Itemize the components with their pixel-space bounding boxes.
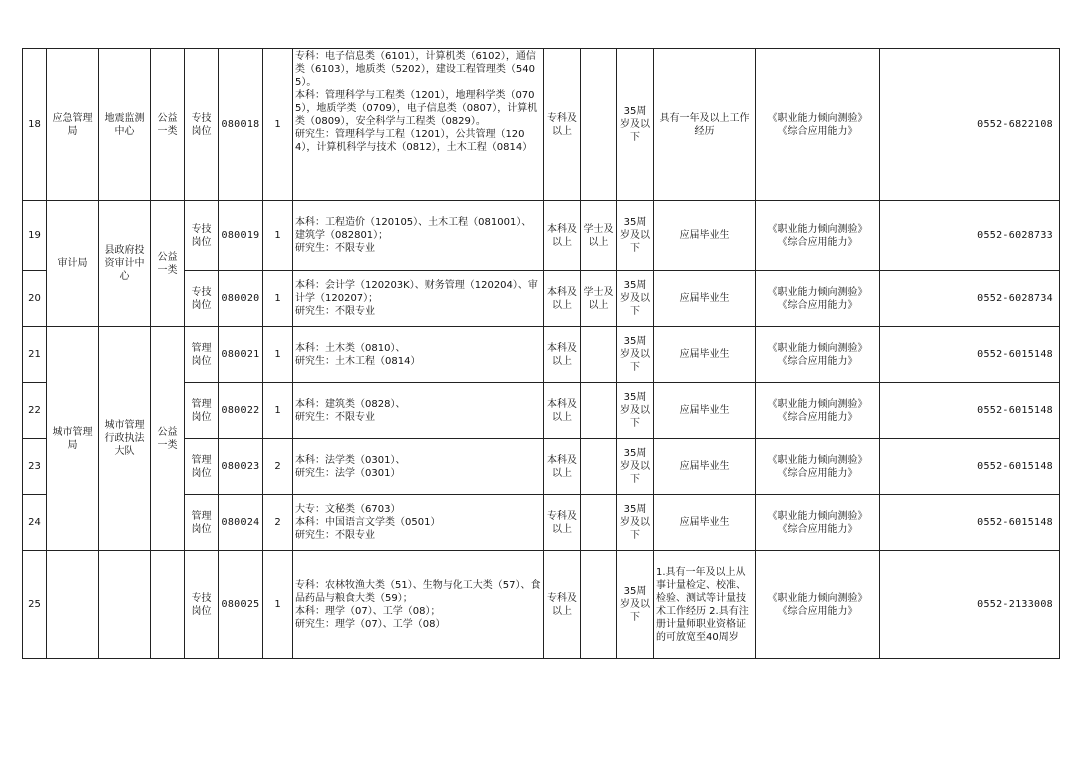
department-cell: 应急管理局 xyxy=(47,49,99,201)
headcount-cell: 1 xyxy=(263,327,293,383)
row-number: 23 xyxy=(23,439,47,495)
headcount-cell: 1 xyxy=(263,271,293,327)
exam-subject: 《综合应用能力》 xyxy=(777,125,858,137)
post-type-cell: 专技岗位 xyxy=(185,271,219,327)
education-cell: 专科及以上 xyxy=(544,495,581,551)
major-cell xyxy=(293,439,544,495)
major-line: 专科：电子信息类（6101），计算机类（6102），通信类（6103），地质类（5202），建设工程管理类（5405）。 xyxy=(295,51,536,88)
age-cell: 35周岁及以下 xyxy=(617,49,654,201)
unit-cell: 城市管理行政执法大队 xyxy=(99,327,151,551)
headcount-cell: 1 xyxy=(263,201,293,271)
age-cell: 35周岁及以下 xyxy=(617,439,654,495)
post-code-cell: 080022 xyxy=(219,383,263,439)
post-code-cell: 080023 xyxy=(219,439,263,495)
job-table xyxy=(22,48,1060,659)
post-code-cell: 080025 xyxy=(219,551,263,659)
department-cell: 审计局 xyxy=(47,201,99,327)
phone-cell: 0552-6028733 xyxy=(880,201,1060,271)
row-number: 18 xyxy=(23,49,47,201)
post-type-cell: 管理岗位 xyxy=(185,327,219,383)
exam-subject: 《综合应用能力》 xyxy=(777,605,858,617)
unit-type-cell xyxy=(151,551,185,659)
degree-cell xyxy=(581,551,617,659)
major-line: 研究生：不限专业 xyxy=(295,306,375,317)
unit-type-cell: 公益一类 xyxy=(151,327,185,551)
row-number: 22 xyxy=(23,383,47,439)
phone-cell: 0552-6015148 xyxy=(880,495,1060,551)
degree-cell: 学士及以上 xyxy=(581,201,617,271)
post-code-cell: 080021 xyxy=(219,327,263,383)
education-cell: 本科及以上 xyxy=(544,271,581,327)
major-line: 本科：理学（07）、工学（08）； xyxy=(295,605,441,617)
exam-subject: 《职业能力倾向测验》 xyxy=(767,112,868,124)
unit-type-cell: 公益一类 xyxy=(151,201,185,327)
exam-cell xyxy=(756,439,880,495)
other-conditions-cell: 应届毕业生 xyxy=(654,383,756,439)
exam-cell xyxy=(756,327,880,383)
age-cell: 35周岁及以下 xyxy=(617,201,654,271)
age-cell: 35周岁及以下 xyxy=(617,383,654,439)
phone-cell: 0552-6015148 xyxy=(880,383,1060,439)
major-line: 研究生：理学（07）、工学（08） xyxy=(295,618,446,630)
major-line: 本科：管理科学与工程类（1201），地理科学类（0705），地质学类（0709），电子信息类（0807），计算机类（0809），安全科学与工程类（0829）。 xyxy=(295,90,538,127)
table-row xyxy=(23,201,1060,271)
department-cell: 城市管理局 xyxy=(47,327,99,551)
exam-subject: 《职业能力倾向测验》 xyxy=(767,223,868,235)
exam-subject: 《综合应用能力》 xyxy=(777,355,858,367)
major-line: 研究生：不限专业 xyxy=(295,411,375,423)
row-number: 21 xyxy=(23,327,47,383)
other-conditions-cell: 应届毕业生 xyxy=(654,271,756,327)
age-cell: 35周岁及以下 xyxy=(617,495,654,551)
age-cell: 35周岁及以下 xyxy=(617,271,654,327)
table-row xyxy=(23,49,1060,201)
major-line: 本科：土木类（0810）、 xyxy=(295,342,406,354)
unit-cell: 地震监测中心 xyxy=(99,49,151,201)
unit-type-cell: 公益一类 xyxy=(151,49,185,201)
education-cell: 本科及以上 xyxy=(544,383,581,439)
exam-subject: 《职业能力倾向测验》 xyxy=(767,286,868,298)
exam-subject: 《职业能力倾向测验》 xyxy=(767,510,868,522)
exam-subject: 《综合应用能力》 xyxy=(777,523,858,535)
post-type-cell: 专技岗位 xyxy=(185,49,219,201)
headcount-cell: 2 xyxy=(263,495,293,551)
exam-subject: 《综合应用能力》 xyxy=(777,467,858,479)
major-line: 本科：工程造价（120105）、土木工程（081001）、建筑学（082801）； xyxy=(295,217,532,241)
age-cell: 35周岁及以下 xyxy=(617,551,654,659)
exam-cell xyxy=(756,201,880,271)
other-conditions-cell: 应届毕业生 xyxy=(654,201,756,271)
post-type-cell: 管理岗位 xyxy=(185,439,219,495)
table-row xyxy=(23,551,1060,659)
post-type-cell: 专技岗位 xyxy=(185,551,219,659)
exam-subject: 《职业能力倾向测验》 xyxy=(767,592,868,604)
row-number: 24 xyxy=(23,495,47,551)
degree-cell xyxy=(581,439,617,495)
post-code-cell: 080019 xyxy=(219,201,263,271)
degree-cell: 学士及以上 xyxy=(581,271,617,327)
exam-subject: 《职业能力倾向测验》 xyxy=(767,342,868,354)
phone-cell: 0552-2133008 xyxy=(880,551,1060,659)
education-cell: 本科及以上 xyxy=(544,327,581,383)
major-cell xyxy=(293,201,544,271)
post-code-cell: 080020 xyxy=(219,271,263,327)
phone-cell: 0552-6015148 xyxy=(880,327,1060,383)
phone-cell: 0552-6028734 xyxy=(880,271,1060,327)
department-cell xyxy=(47,551,99,659)
exam-cell xyxy=(756,271,880,327)
major-line: 研究生：不限专业 xyxy=(295,530,375,541)
exam-cell xyxy=(756,383,880,439)
major-line: 专科：农林牧渔大类（51）、生物与化工大类（57）、食品药品与粮食大类（59）； xyxy=(295,579,541,604)
major-line: 本科：建筑类（0828）、 xyxy=(295,398,406,410)
headcount-cell: 1 xyxy=(263,49,293,201)
other-conditions-cell: 1.具有一年及以上从事计量检定、校准、检验、测试等计量技术工作经历 2.具有注册计量师职业资格证的可放宽至40周岁 xyxy=(654,551,756,659)
major-cell xyxy=(293,327,544,383)
phone-cell: 0552-6015148 xyxy=(880,439,1060,495)
unit-cell xyxy=(99,551,151,659)
table-row xyxy=(23,327,1060,383)
major-line: 本科：会计学（120203K）、财务管理（120204）、审计学（120207）； xyxy=(295,280,538,304)
exam-cell xyxy=(756,551,880,659)
major-cell xyxy=(293,49,544,201)
phone-cell: 0552-6822108 xyxy=(880,49,1060,201)
other-conditions-cell: 具有一年及以上工作经历 xyxy=(654,49,756,201)
major-line: 研究生：不限专业 xyxy=(295,243,375,254)
exam-cell xyxy=(756,495,880,551)
degree-cell xyxy=(581,495,617,551)
post-type-cell: 管理岗位 xyxy=(185,495,219,551)
exam-subject: 《职业能力倾向测验》 xyxy=(767,398,868,410)
major-line: 本科：中国语言文学类（0501） xyxy=(295,517,441,528)
degree-cell xyxy=(581,327,617,383)
major-line: 研究生：法学（0301） xyxy=(295,467,401,479)
headcount-cell: 1 xyxy=(263,383,293,439)
headcount-cell: 1 xyxy=(263,551,293,659)
headcount-cell: 2 xyxy=(263,439,293,495)
major-cell xyxy=(293,495,544,551)
exam-subject: 《综合应用能力》 xyxy=(777,236,858,248)
post-type-cell: 管理岗位 xyxy=(185,383,219,439)
major-line: 研究生：土木工程（0814） xyxy=(295,355,421,367)
major-line: 研究生：管理科学与工程（1201），公共管理（1204），计算机科学与技术（0812），土木工程（0814） xyxy=(295,129,533,153)
other-conditions-cell: 应届毕业生 xyxy=(654,439,756,495)
exam-subject: 《职业能力倾向测验》 xyxy=(767,454,868,466)
row-number: 19 xyxy=(23,201,47,271)
unit-cell: 县政府投资审计中心 xyxy=(99,201,151,327)
education-cell: 专科及以上 xyxy=(544,551,581,659)
other-conditions-cell: 应届毕业生 xyxy=(654,327,756,383)
other-conditions-cell: 应届毕业生 xyxy=(654,495,756,551)
post-type-cell: 专技岗位 xyxy=(185,201,219,271)
major-cell xyxy=(293,383,544,439)
degree-cell xyxy=(581,383,617,439)
post-code-cell: 080018 xyxy=(219,49,263,201)
major-line: 本科：法学类（0301）、 xyxy=(295,454,406,466)
degree-cell xyxy=(581,49,617,201)
major-line: 大专：文秘类（6703） xyxy=(295,504,401,515)
exam-cell xyxy=(756,49,880,201)
age-cell: 35周岁及以下 xyxy=(617,327,654,383)
major-cell xyxy=(293,271,544,327)
education-cell: 本科及以上 xyxy=(544,201,581,271)
exam-subject: 《综合应用能力》 xyxy=(777,299,858,311)
post-code-cell: 080024 xyxy=(219,495,263,551)
major-cell xyxy=(293,551,544,659)
education-cell: 本科及以上 xyxy=(544,439,581,495)
row-number: 20 xyxy=(23,271,47,327)
exam-subject: 《综合应用能力》 xyxy=(777,411,858,423)
education-cell: 专科及以上 xyxy=(544,49,581,201)
row-number: 25 xyxy=(23,551,47,659)
